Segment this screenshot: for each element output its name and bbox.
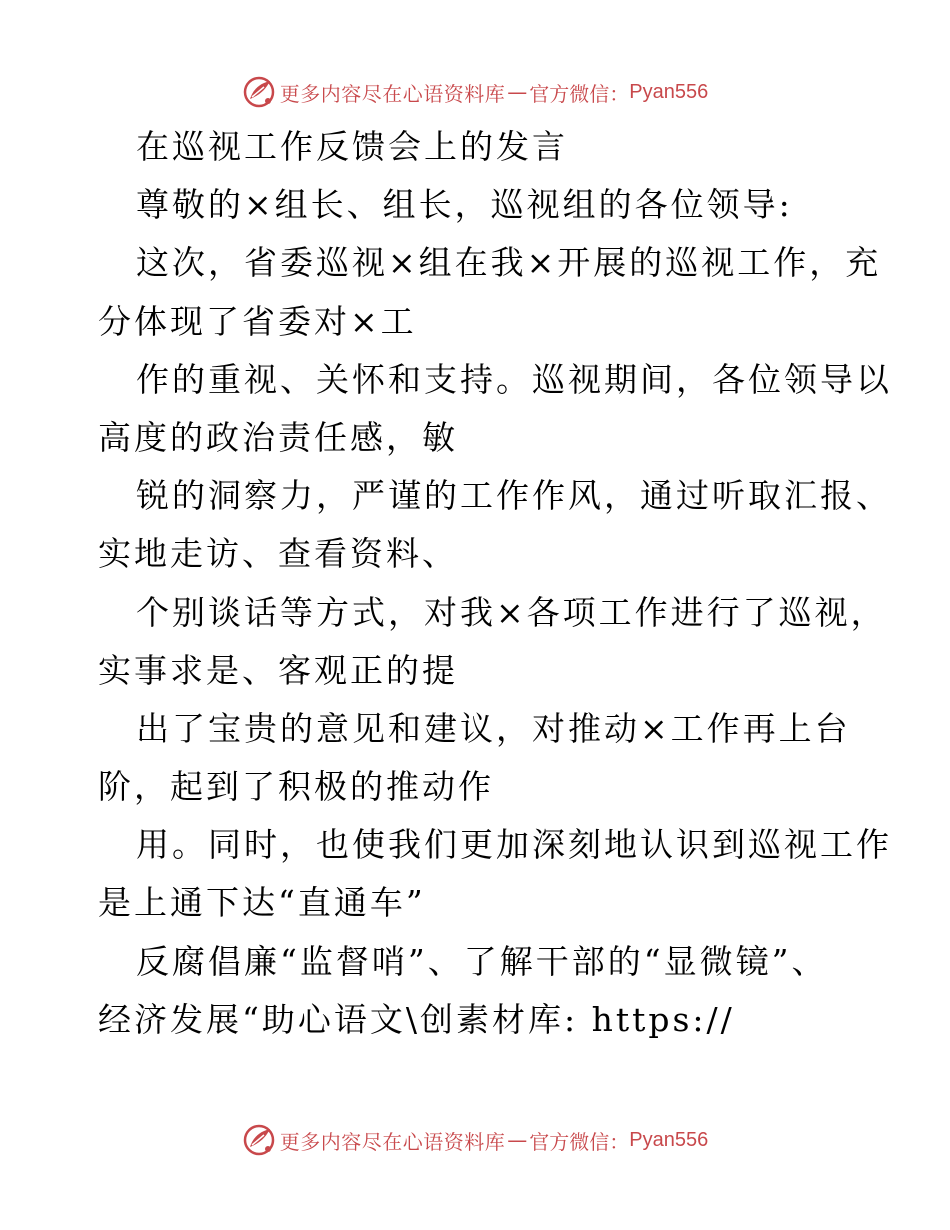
text-line: 出了宝贵的意见和建议，对推动×工作再上台: [136, 708, 851, 748]
text-line: 锐的洞察力，严谨的工作作风，通过听取汇报、: [136, 476, 892, 516]
text-line: 分体现了省委对×工: [98, 301, 417, 341]
text-line: 个别谈话等方式，对我×各项工作进行了巡视，: [136, 592, 887, 632]
leaf-pen-logo-icon: [242, 75, 276, 109]
text-line: 这次，省委巡视×组在我×开展的巡视工作，充: [136, 243, 882, 283]
footer-banner: [0, 1120, 950, 1160]
text-line: 用。同时，也使我们更加深刻地认识到巡视工作: [136, 825, 892, 865]
text-line: 反腐倡廉“监督哨”、了解干部的“显微镜”、: [136, 941, 828, 981]
header-banner: [0, 72, 950, 112]
text-line: 高度的政治责任感，敏: [98, 417, 458, 457]
document-body: [98, 118, 892, 1049]
salutation: 尊敬的×组长、组长，巡视组的各位领导:: [136, 185, 793, 225]
banner-wechat-id: Pyan556: [629, 1128, 709, 1151]
banner-text: 更多内容尽在心语资料库: [279, 1129, 506, 1154]
banner-wechat-label: 官方微信：: [529, 1129, 630, 1154]
text-line: 经济发展“助心语文\创素材库: https://: [98, 999, 735, 1039]
document-title: 在巡视工作反馈会上的发言: [136, 127, 568, 166]
banner-wechat-id: Pyan556: [629, 80, 709, 103]
banner-wechat-label: 官方微信：: [529, 81, 630, 106]
banner-separator: —: [507, 80, 528, 104]
banner-text: 更多内容尽在心语资料库: [279, 81, 506, 106]
text-line: 实事求是、客观正的提: [98, 650, 458, 690]
text-line: 阶，起到了积极的推动作: [98, 767, 494, 807]
text-line: 实地走访、查看资料、: [98, 534, 458, 574]
banner-separator: —: [507, 1128, 528, 1152]
text-line: 作的重视、关怀和支持。巡视期间，各位领导以: [136, 359, 892, 399]
leaf-pen-logo-icon: [242, 1123, 276, 1157]
text-line: 是上通下达“直通车”: [98, 883, 426, 923]
